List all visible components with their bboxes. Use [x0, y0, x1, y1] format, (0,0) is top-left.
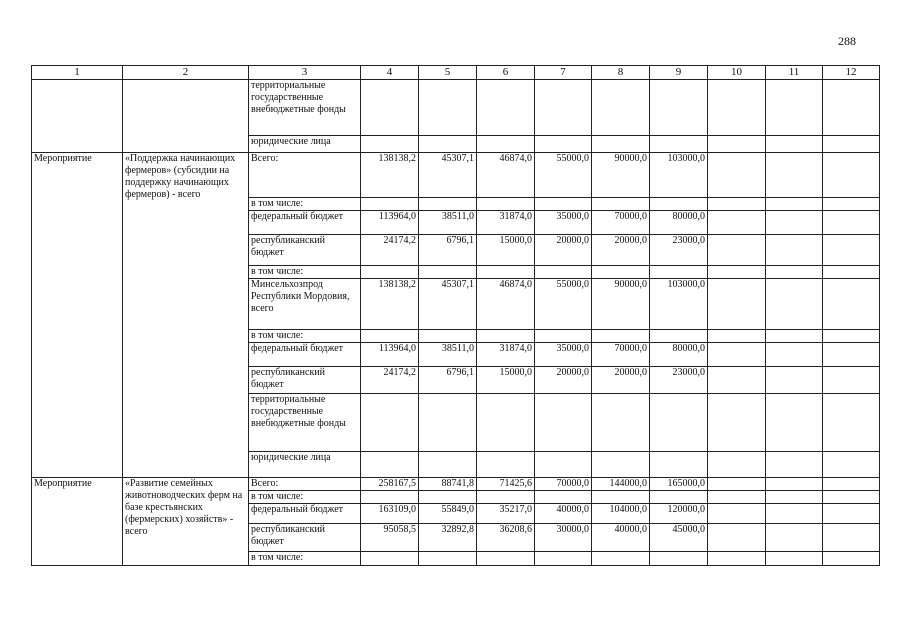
amount-cell: 113964,0	[361, 343, 419, 367]
empty-cell	[823, 452, 880, 478]
amount-cell	[477, 198, 535, 211]
funding-source-cell: Всего:	[249, 478, 361, 491]
amount-cell: 24174,2	[361, 367, 419, 394]
empty-cell	[766, 367, 823, 394]
empty-cell	[708, 394, 766, 452]
amount-cell: 31874,0	[477, 343, 535, 367]
amount-cell	[535, 491, 592, 504]
amount-cell	[592, 552, 650, 566]
amount-cell	[361, 198, 419, 211]
amount-cell	[361, 491, 419, 504]
amount-cell	[650, 452, 708, 478]
amount-cell	[650, 552, 708, 566]
amount-cell	[535, 394, 592, 452]
amount-cell: 6796,1	[419, 367, 477, 394]
empty-cell	[708, 343, 766, 367]
amount-cell	[592, 80, 650, 136]
funding-source-cell: территориальные государственные внебюджетные фонды	[249, 80, 361, 136]
amount-cell	[477, 491, 535, 504]
amount-cell	[477, 452, 535, 478]
empty-cell	[823, 266, 880, 279]
amount-cell: 15000,0	[477, 367, 535, 394]
empty-cell	[766, 478, 823, 491]
amount-cell: 45307,1	[419, 153, 477, 198]
amount-cell: 95058,5	[361, 524, 419, 552]
amount-cell	[650, 330, 708, 343]
amount-cell: 20000,0	[535, 235, 592, 266]
empty-cell	[823, 491, 880, 504]
funding-source-cell: федеральный бюджет	[249, 211, 361, 235]
empty-cell	[823, 504, 880, 524]
amount-cell	[419, 452, 477, 478]
amount-cell: 6796,1	[419, 235, 477, 266]
amount-cell: 90000,0	[592, 153, 650, 198]
page-number: 288	[838, 34, 856, 48]
amount-cell: 55849,0	[419, 504, 477, 524]
empty-cell	[708, 330, 766, 343]
empty-cell	[708, 211, 766, 235]
amount-cell: 88741,8	[419, 478, 477, 491]
amount-cell	[592, 452, 650, 478]
activity-type-cell: Мероприятие	[32, 153, 123, 478]
table-row	[32, 478, 880, 491]
amount-cell: 35000,0	[535, 211, 592, 235]
empty-cell	[766, 80, 823, 136]
amount-cell	[592, 266, 650, 279]
column-header: 3	[249, 66, 361, 80]
amount-cell	[592, 136, 650, 153]
amount-cell	[419, 394, 477, 452]
column-header: 9	[650, 66, 708, 80]
amount-cell: 80000,0	[650, 343, 708, 367]
activity-type-cell: Мероприятие	[32, 478, 123, 566]
amount-cell: 23000,0	[650, 235, 708, 266]
empty-cell	[766, 235, 823, 266]
empty-cell	[708, 266, 766, 279]
amount-cell: 138138,2	[361, 153, 419, 198]
funding-source-cell: федеральный бюджет	[249, 504, 361, 524]
funding-source-cell: Всего:	[249, 153, 361, 198]
amount-cell	[477, 136, 535, 153]
amount-cell: 163109,0	[361, 504, 419, 524]
column-header: 12	[823, 66, 880, 80]
amount-cell	[361, 394, 419, 452]
empty-cell	[708, 552, 766, 566]
table-body	[32, 80, 880, 566]
amount-cell	[535, 552, 592, 566]
empty-cell	[823, 153, 880, 198]
amount-cell: 70000,0	[592, 343, 650, 367]
table-row	[32, 153, 880, 198]
amount-cell: 80000,0	[650, 211, 708, 235]
amount-cell	[477, 552, 535, 566]
amount-cell: 46874,0	[477, 279, 535, 330]
amount-cell: 15000,0	[477, 235, 535, 266]
amount-cell: 46874,0	[477, 153, 535, 198]
amount-cell: 113964,0	[361, 211, 419, 235]
amount-cell: 20000,0	[535, 367, 592, 394]
amount-cell	[535, 266, 592, 279]
empty-cell	[823, 367, 880, 394]
amount-cell: 40000,0	[535, 504, 592, 524]
empty-cell	[708, 235, 766, 266]
amount-cell: 35217,0	[477, 504, 535, 524]
funding-source-cell: республиканский бюджет	[249, 524, 361, 552]
amount-cell: 45307,1	[419, 279, 477, 330]
amount-cell: 45000,0	[650, 524, 708, 552]
empty-cell	[823, 235, 880, 266]
amount-cell: 38511,0	[419, 343, 477, 367]
funding-source-cell: республиканский бюджет	[249, 235, 361, 266]
empty-cell	[823, 136, 880, 153]
header-row	[32, 66, 880, 80]
column-header: 1	[32, 66, 123, 80]
amount-cell	[535, 80, 592, 136]
amount-cell: 70000,0	[592, 211, 650, 235]
table-row	[32, 80, 880, 136]
empty-cell	[766, 330, 823, 343]
amount-cell: 138138,2	[361, 279, 419, 330]
column-header: 5	[419, 66, 477, 80]
empty-cell	[823, 211, 880, 235]
budget-table	[31, 65, 880, 566]
funding-source-cell: юридические лица	[249, 136, 361, 153]
amount-cell: 70000,0	[535, 478, 592, 491]
empty-cell	[766, 198, 823, 211]
amount-cell: 35000,0	[535, 343, 592, 367]
amount-cell	[477, 266, 535, 279]
amount-cell: 24174,2	[361, 235, 419, 266]
empty-cell	[766, 266, 823, 279]
amount-cell	[419, 266, 477, 279]
amount-cell	[535, 198, 592, 211]
amount-cell: 32892,8	[419, 524, 477, 552]
empty-cell	[823, 394, 880, 452]
funding-source-cell: юридические лица	[249, 452, 361, 478]
amount-cell	[650, 394, 708, 452]
amount-cell	[535, 136, 592, 153]
empty-cell	[766, 136, 823, 153]
empty-cell	[823, 343, 880, 367]
amount-cell: 31874,0	[477, 211, 535, 235]
empty-cell	[766, 279, 823, 330]
empty-cell	[766, 524, 823, 552]
empty-cell	[823, 330, 880, 343]
funding-source-cell: в том числе:	[249, 198, 361, 211]
empty-cell	[823, 198, 880, 211]
amount-cell	[419, 552, 477, 566]
funding-source-cell: в том числе:	[249, 266, 361, 279]
column-header: 10	[708, 66, 766, 80]
amount-cell: 165000,0	[650, 478, 708, 491]
amount-cell: 90000,0	[592, 279, 650, 330]
empty-cell	[708, 504, 766, 524]
amount-cell	[361, 266, 419, 279]
amount-cell	[361, 452, 419, 478]
funding-source-cell: в том числе:	[249, 491, 361, 504]
activity-name-cell: «Развитие семейных животноводческих ферм на базе крестьянских (фермерских) хозяйств» - всего	[123, 478, 249, 566]
amount-cell: 36208,6	[477, 524, 535, 552]
amount-cell	[419, 80, 477, 136]
amount-cell	[477, 330, 535, 343]
empty-cell	[708, 452, 766, 478]
empty-cell	[766, 504, 823, 524]
amount-cell: 40000,0	[592, 524, 650, 552]
funding-source-cell: в том числе:	[249, 330, 361, 343]
amount-cell: 23000,0	[650, 367, 708, 394]
funding-source-cell: федеральный бюджет	[249, 343, 361, 367]
empty-cell	[823, 80, 880, 136]
amount-cell: 120000,0	[650, 504, 708, 524]
empty-cell	[823, 478, 880, 491]
empty-cell	[708, 153, 766, 198]
amount-cell	[419, 491, 477, 504]
amount-cell	[361, 330, 419, 343]
column-header: 4	[361, 66, 419, 80]
activity-name-cell: «Поддержка начинающих фермеров» (субсидии на поддержку начинающих фермеров) - всего	[123, 153, 249, 478]
empty-cell	[823, 552, 880, 566]
funding-source-cell: республиканский бюджет	[249, 367, 361, 394]
empty-cell	[766, 153, 823, 198]
amount-cell	[419, 136, 477, 153]
amount-cell	[361, 80, 419, 136]
amount-cell: 30000,0	[535, 524, 592, 552]
activity-name-cell	[123, 80, 249, 153]
funding-source-cell: территориальные государственные внебюджетные фонды	[249, 394, 361, 452]
amount-cell	[535, 452, 592, 478]
amount-cell	[419, 330, 477, 343]
amount-cell	[535, 330, 592, 343]
amount-cell: 71425,6	[477, 478, 535, 491]
amount-cell	[477, 80, 535, 136]
amount-cell: 103000,0	[650, 279, 708, 330]
amount-cell	[592, 491, 650, 504]
amount-cell	[650, 198, 708, 211]
empty-cell	[823, 279, 880, 330]
amount-cell: 20000,0	[592, 367, 650, 394]
empty-cell	[708, 80, 766, 136]
empty-cell	[766, 394, 823, 452]
empty-cell	[766, 211, 823, 235]
empty-cell	[766, 452, 823, 478]
empty-cell	[708, 198, 766, 211]
amount-cell	[592, 198, 650, 211]
funding-source-cell: в том числе:	[249, 552, 361, 566]
empty-cell	[708, 491, 766, 504]
empty-cell	[708, 478, 766, 491]
amount-cell	[361, 552, 419, 566]
amount-cell: 20000,0	[592, 235, 650, 266]
amount-cell	[592, 330, 650, 343]
funding-source-cell: Минсельхозпрод Республики Мордовия, всего	[249, 279, 361, 330]
amount-cell	[650, 136, 708, 153]
amount-cell: 55000,0	[535, 279, 592, 330]
amount-cell: 38511,0	[419, 211, 477, 235]
amount-cell	[592, 394, 650, 452]
amount-cell: 55000,0	[535, 153, 592, 198]
amount-cell	[650, 80, 708, 136]
amount-cell	[361, 136, 419, 153]
amount-cell: 103000,0	[650, 153, 708, 198]
empty-cell	[708, 136, 766, 153]
activity-type-cell	[32, 80, 123, 153]
amount-cell	[650, 266, 708, 279]
amount-cell: 104000,0	[592, 504, 650, 524]
empty-cell	[766, 491, 823, 504]
amount-cell: 144000,0	[592, 478, 650, 491]
column-header: 2	[123, 66, 249, 80]
empty-cell	[708, 367, 766, 394]
empty-cell	[766, 552, 823, 566]
amount-cell	[419, 198, 477, 211]
empty-cell	[708, 279, 766, 330]
amount-cell	[477, 394, 535, 452]
column-header: 6	[477, 66, 535, 80]
table-header	[32, 66, 880, 80]
column-header: 8	[592, 66, 650, 80]
amount-cell	[650, 491, 708, 504]
amount-cell: 258167,5	[361, 478, 419, 491]
empty-cell	[823, 524, 880, 552]
column-header: 11	[766, 66, 823, 80]
empty-cell	[708, 524, 766, 552]
empty-cell	[766, 343, 823, 367]
column-header: 7	[535, 66, 592, 80]
